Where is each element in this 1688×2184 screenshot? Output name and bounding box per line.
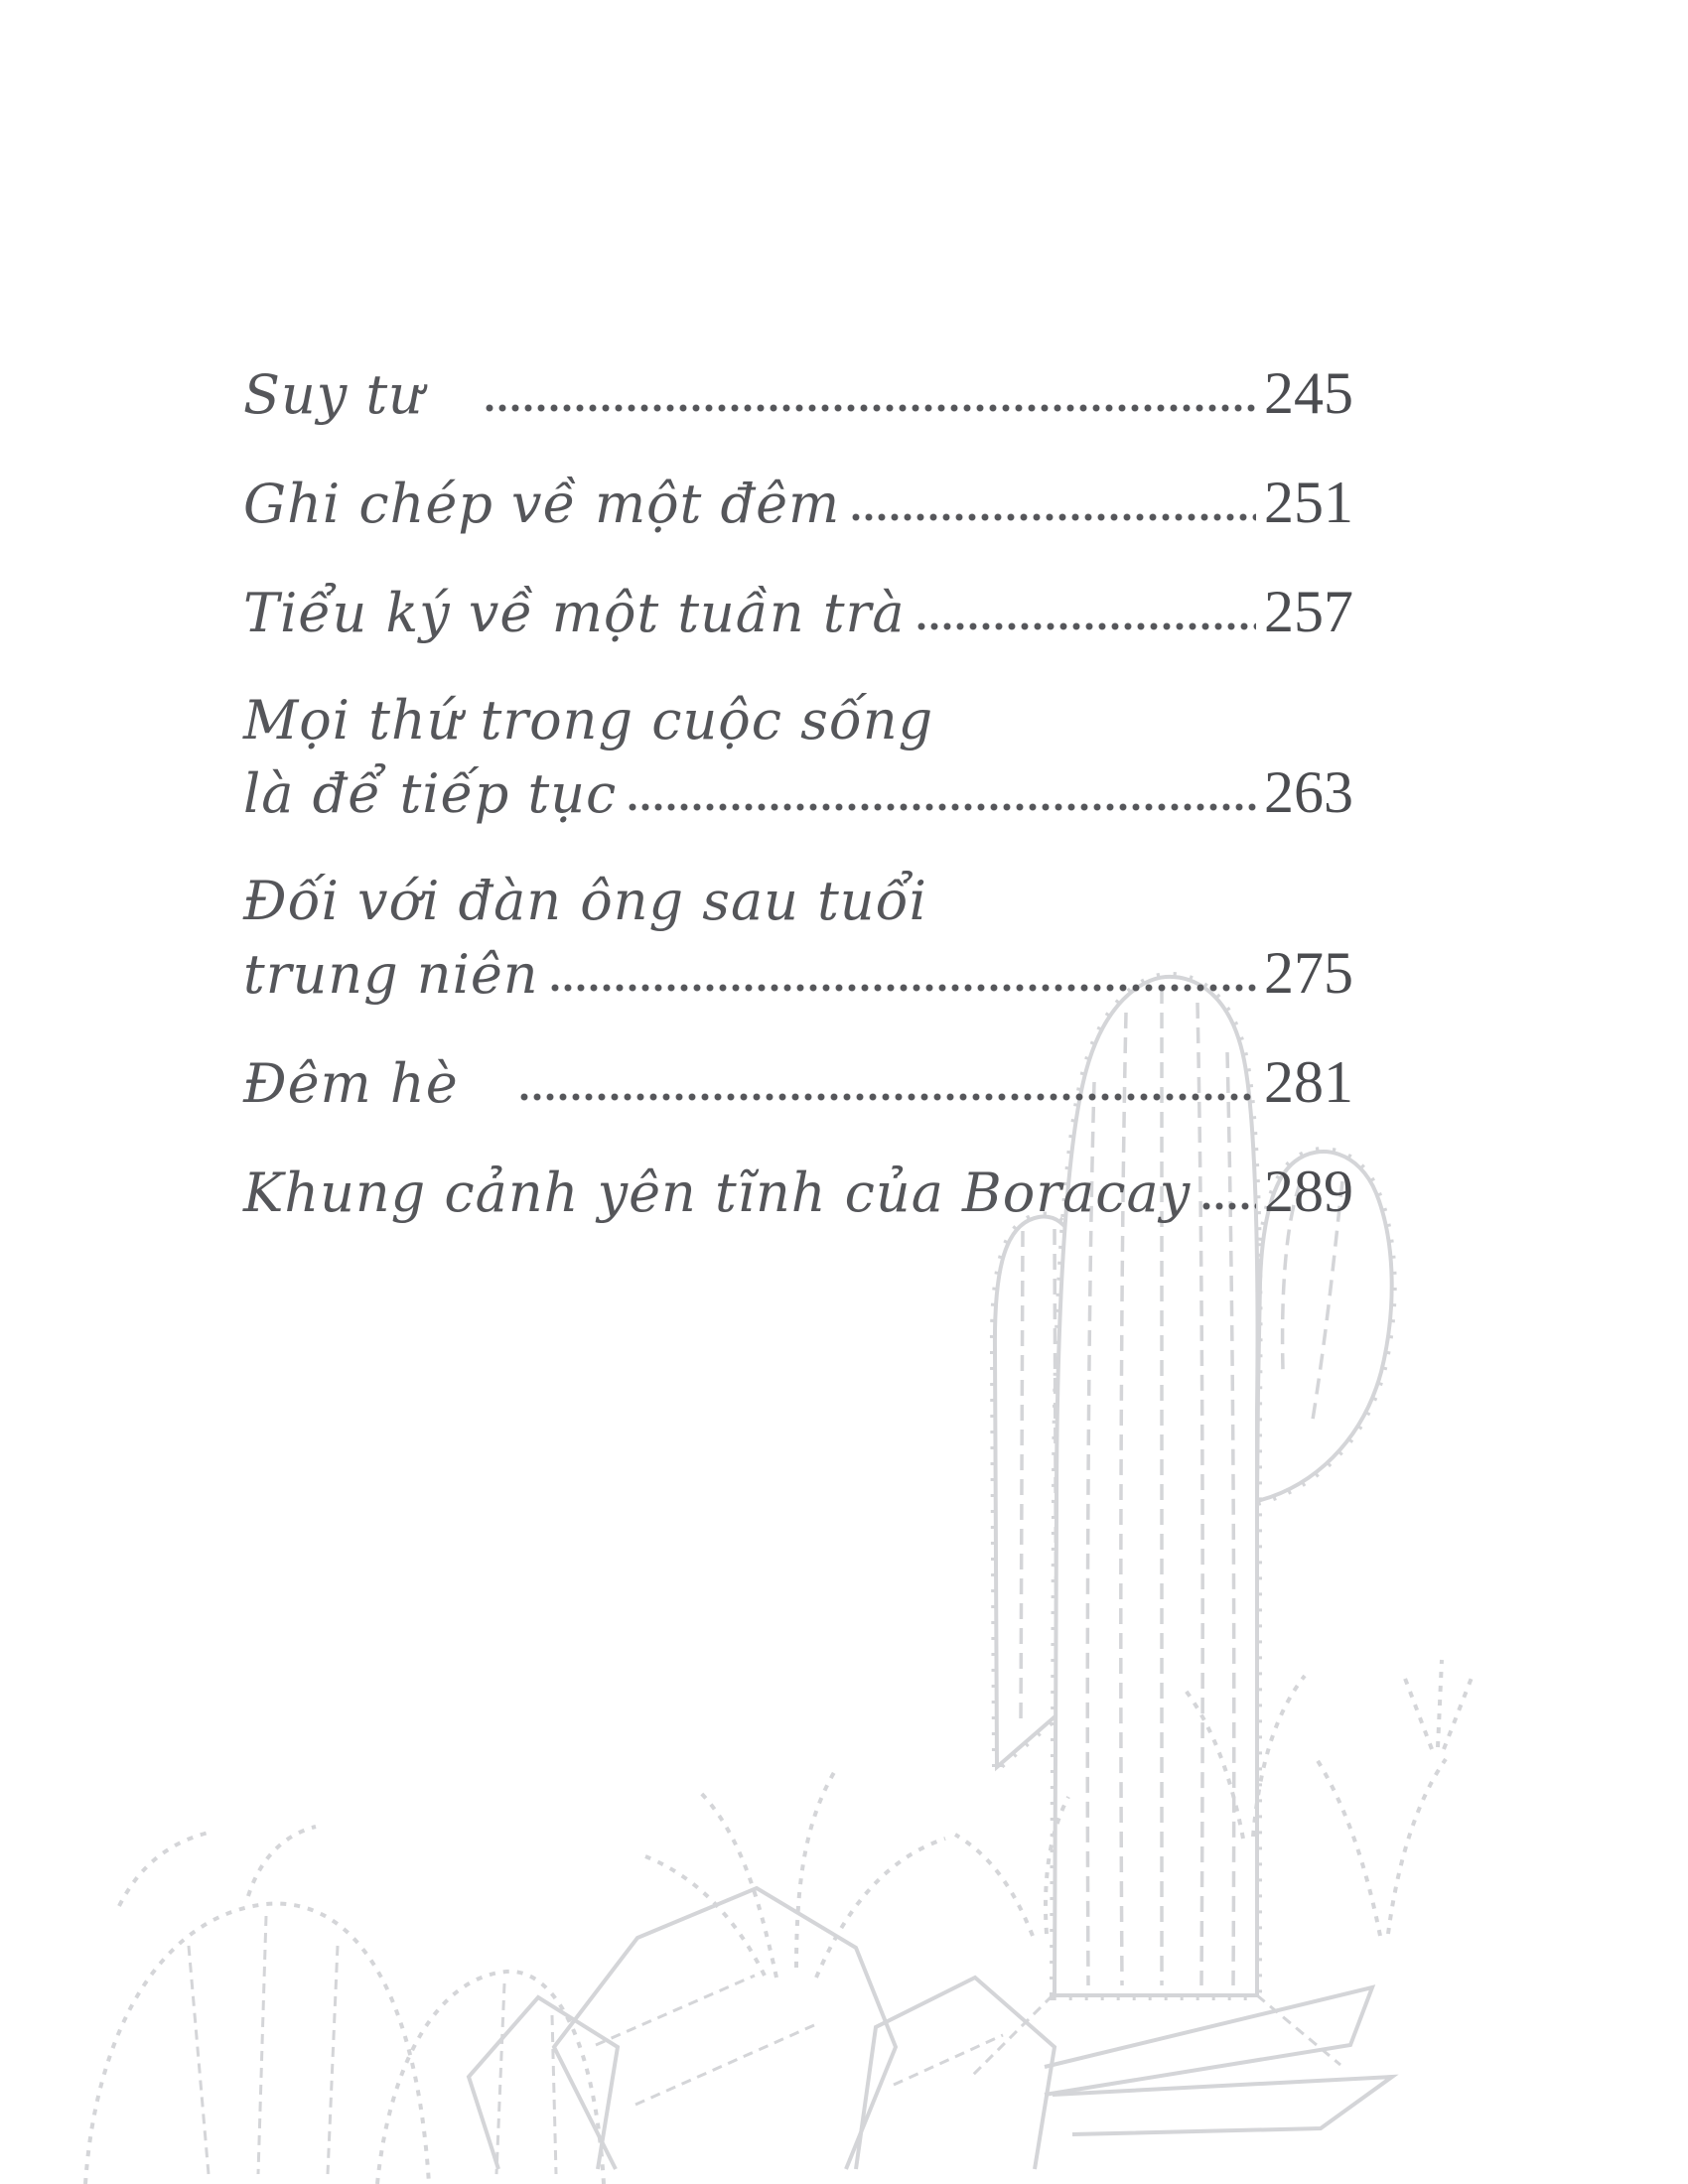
toc-entry-line xyxy=(243,756,1353,828)
dot-leader xyxy=(1202,1202,1256,1210)
toc-entry-page-number: 281 xyxy=(1264,1049,1353,1115)
dot-leader xyxy=(917,622,1256,630)
toc-list xyxy=(243,357,1353,1227)
toc-entry-line xyxy=(243,576,1353,647)
toc-entry xyxy=(243,576,1353,647)
dot-leader xyxy=(486,404,1256,412)
toc-entry-line xyxy=(243,937,1353,1009)
toc-entry-line xyxy=(243,357,1353,429)
toc-entry-title: Tiểu ký về một tuần trà xyxy=(243,582,906,644)
table-of-contents xyxy=(243,357,1353,1265)
toc-entry-page-number: 275 xyxy=(1264,940,1353,1006)
toc-entry-title: Suy tư xyxy=(243,363,424,426)
dot-leader xyxy=(551,984,1256,992)
toc-entry-title: Mọi thứ trong cuộc sống xyxy=(243,689,934,751)
toc-entry-line xyxy=(243,1156,1353,1227)
dot-leader xyxy=(629,803,1256,811)
toc-entry-title: Ghi chép về một đêm xyxy=(243,473,841,535)
toc-entry-line xyxy=(243,685,1353,756)
toc-entry-line xyxy=(243,467,1353,538)
toc-entry-page-number: 257 xyxy=(1264,579,1353,644)
toc-entry xyxy=(243,1156,1353,1227)
toc-entry-title: Đối với đàn ông sau tuổi xyxy=(243,870,927,932)
toc-entry-page-number: 289 xyxy=(1264,1159,1353,1224)
dot-leader xyxy=(520,1093,1256,1101)
toc-entry-line xyxy=(243,866,1353,937)
toc-entry xyxy=(243,1046,1353,1118)
toc-entry xyxy=(243,467,1353,538)
toc-entry-title: là để tiếp tục xyxy=(243,762,618,825)
toc-entry xyxy=(243,685,1353,828)
toc-entry-title: Khung cảnh yên tĩnh của Boracay xyxy=(243,1161,1192,1224)
toc-entry xyxy=(243,357,1353,429)
toc-entry-page-number: 245 xyxy=(1264,360,1353,426)
toc-entry-page-number: 251 xyxy=(1264,470,1353,535)
toc-entry xyxy=(243,866,1353,1009)
dot-leader xyxy=(852,513,1256,521)
toc-entry-line xyxy=(243,1046,1353,1118)
toc-entry-title: Đêm hè xyxy=(243,1052,459,1115)
toc-entry-page-number: 263 xyxy=(1264,759,1353,825)
toc-entry-title: trung niên xyxy=(243,943,539,1006)
